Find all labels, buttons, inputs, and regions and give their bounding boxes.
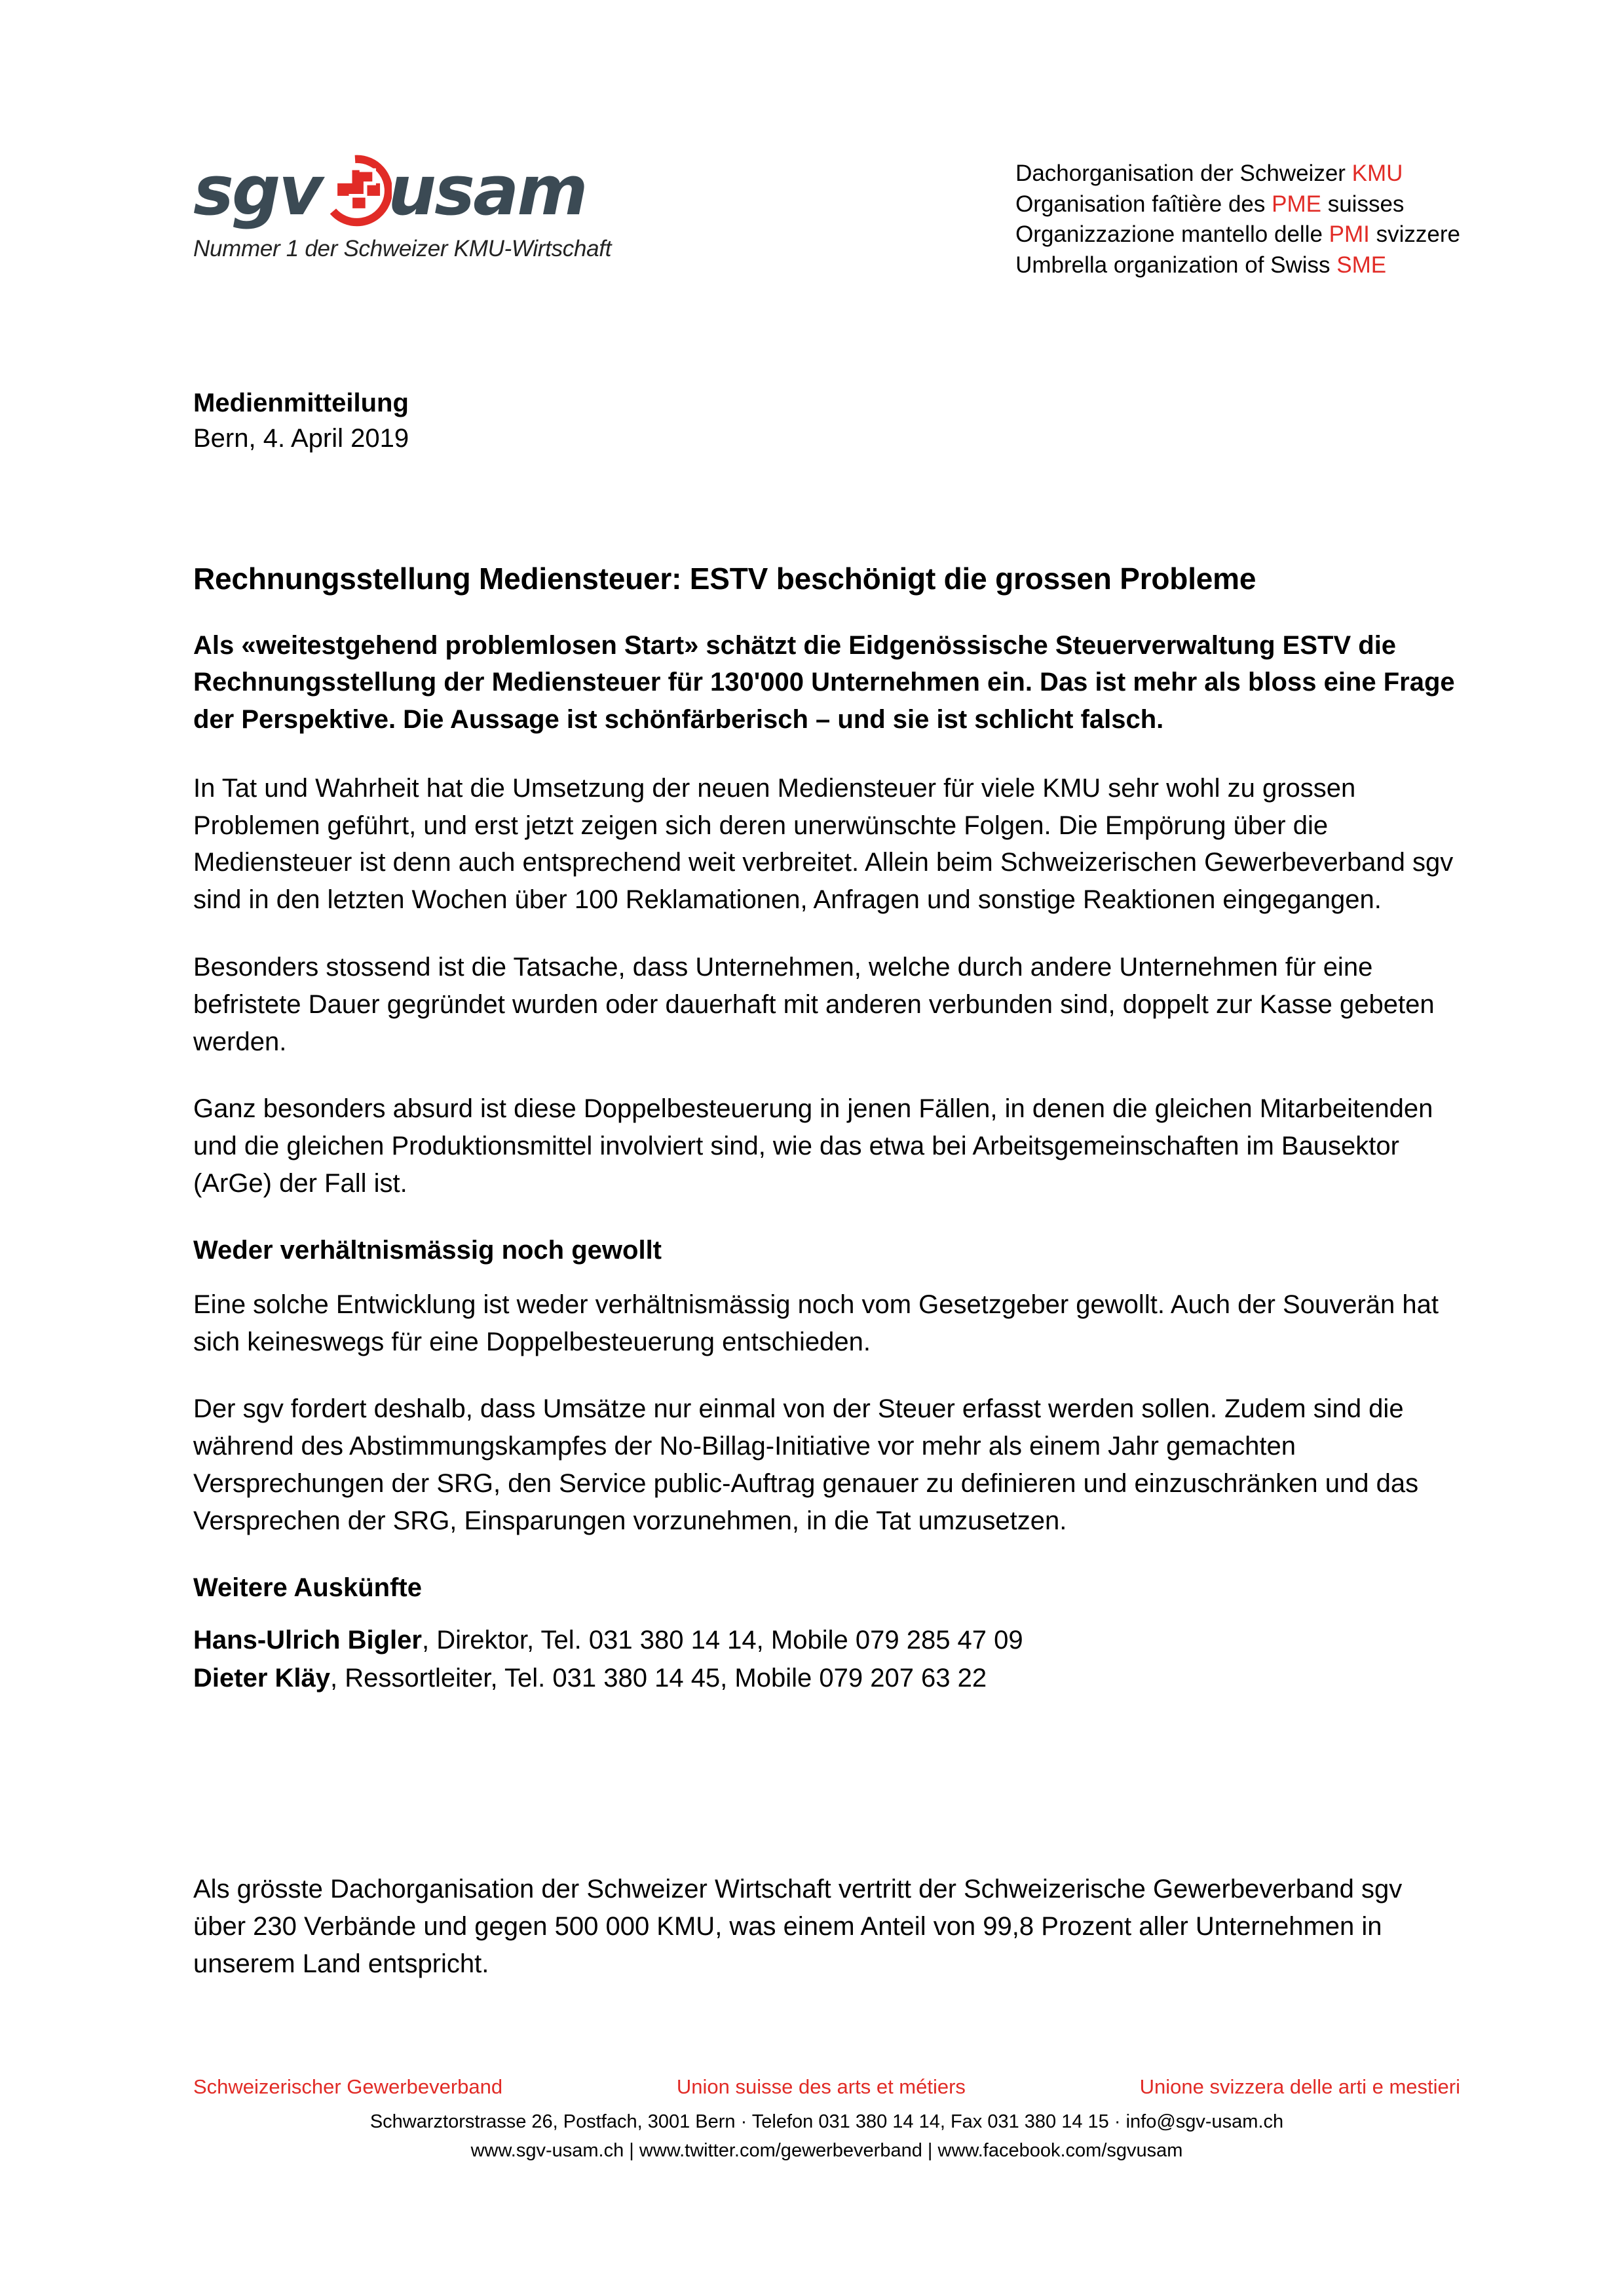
- footer-org-it: Unione svizzera delle arti e mestieri: [1139, 2075, 1460, 2098]
- contact-person-2-details: , Ressortleiter, Tel. 031 380 14 45, Mobile 079 207 63 22: [330, 1663, 987, 1693]
- document-dateline: Bern, 4. April 2019: [193, 424, 409, 453]
- sgv-usam-swiss-cross-emblem-icon: [318, 154, 392, 227]
- org-line-de-prefix: Dachorganisation der Schweizer: [1015, 161, 1352, 186]
- footer-org-fr: Union suisse des arts et métiers: [676, 2075, 966, 2098]
- org-line-fr-suffix: suisses: [1321, 191, 1405, 217]
- organization-boilerplate: Als grösste Dachorganisation der Schweizer Wirtschaft vertritt der Schweizerische Gewerbeverband sgv über 230 Verbände und gegen 500 000 KMU, was einem Anteil von 99,8 Prozent aller Unternehmen in unserem Land entspricht.: [193, 1875, 1403, 1978]
- body-paragraph-3: Ganz besonders absurd ist diese Doppelbesteuerung in jenen Fällen, in denen die gleichen Mitarbeitenden und die gleichen Produktionsmittel involviert sind, wie das etwa bei Arbeitsgemeinschaften im Bausektor (ArGe) der Fall ist.: [193, 1094, 1433, 1198]
- org-line-it-suffix: svizzere: [1369, 221, 1460, 248]
- document-meta: [193, 385, 409, 456]
- org-line-en-acronym: SME: [1336, 252, 1387, 278]
- logo-wordmark-sgv: sgv: [193, 150, 322, 231]
- organization-languages: [1015, 159, 1460, 280]
- org-line-it-acronym: PMI: [1329, 221, 1370, 248]
- org-line-it: [1015, 220, 1460, 250]
- org-line-en: [1015, 250, 1460, 281]
- org-line-fr: [1015, 189, 1460, 220]
- document-footer: [193, 2075, 1460, 2165]
- contact-person-2: [193, 1659, 1458, 1697]
- footer-organization-names: [193, 2075, 1460, 2099]
- org-line-de-acronym: KMU: [1351, 161, 1403, 186]
- footer-address: Schwarztorstrasse 26, Postfach, 3001 Bern · Telefon 031 380 14 14, Fax 031 380 14 15 · info@sgv-usam.ch: [369, 2111, 1284, 2132]
- body-paragraph-4: Eine solche Entwicklung ist weder verhältnismässig noch vom Gesetzgeber gewollt. Auch der Souverän hat sich keineswegs für eine Doppelbesteuerung entschieden.: [193, 1290, 1439, 1356]
- body-paragraph-1: In Tat und Wahrheit hat die Umsetzung der neuen Mediensteuer für viele KMU sehr wohl zu grossen Problemen geführt, und erst jetzt zeigen sich deren unerwünschte Folgen. Die Empörung über die Mediensteuer ist denn auch entsprechend weit verbreitet. Allein beim Schweizerischen Gewerbeverband sgv sind in den letzten Wochen über 100 Reklamationen, Anfragen und sonstige Reaktionen eingegangen.: [193, 773, 1454, 915]
- org-line-it-prefix: Organizzazione mantello delle: [1015, 221, 1329, 248]
- page-title: Rechnungsstellung Mediensteuer: ESTV beschönigt die grossen Probleme: [193, 562, 1256, 596]
- contact-person-2-name: Dieter Kläy: [193, 1663, 330, 1693]
- document-type: Medienmitteilung: [193, 389, 409, 417]
- body-paragraph-5: Der sgv fordert deshalb, dass Umsätze nur einmal von der Steuer erfasst werden sollen. Zudem sind die während des Abstimmungskampfes der No-Billag-Initiative vor mehr als einem Jahr gemachten Versprechungen der SRG, den Service public-Auftrag genauer zu definieren und einzuschränken und das Versprechen der SRG, Einsparungen vorzunehmen, in die Tat umzusetzen.: [193, 1394, 1419, 1535]
- lead-paragraph: Als «weitestgehend problemlosen Start» schätzt die Eidgenössische Steuerverwaltung ESTV die Rechnungsstellung der Mediensteuer für 130'000 Unternehmen ein. Das ist mehr als bloss eine Frage der Perspektive. Die Aussage ist schönfärberisch – und sie ist schlicht falsch.: [193, 630, 1455, 735]
- contact-person-1: [193, 1621, 1458, 1659]
- contact-heading: Weitere Auskünfte: [193, 1573, 422, 1602]
- logo-wordmark-usam: usam: [388, 150, 586, 231]
- footer-org-de: Schweizerischer Gewerbeverband: [193, 2075, 503, 2098]
- org-line-de: [1015, 159, 1460, 189]
- logo-tagline: Nummer 1 der Schweizer KMU-Wirtschaft: [193, 236, 612, 261]
- document-header: [193, 152, 1460, 280]
- org-line-fr-acronym: PME: [1272, 191, 1321, 217]
- org-line-en-prefix: Umbrella organization of Swiss: [1015, 252, 1337, 278]
- contact-person-1-name: Hans-Ulrich Bigler: [193, 1625, 422, 1655]
- footer-links[interactable]: www.sgv-usam.ch | www.twitter.com/gewerbeverband | www.facebook.com/sgvusam: [470, 2139, 1183, 2161]
- org-line-fr-prefix: Organisation faîtière des: [1015, 191, 1272, 217]
- contact-person-1-details: , Direktor, Tel. 031 380 14 14, Mobile 079 285 47 09: [421, 1625, 1023, 1655]
- section-subheading: Weder verhältnismässig noch gewollt: [193, 1235, 662, 1265]
- document-body: [193, 560, 1458, 1697]
- sgv-usam-logo: [193, 152, 611, 262]
- logo-mark: [193, 152, 586, 229]
- body-paragraph-2: Besonders stossend ist die Tatsache, dass Unternehmen, welche durch andere Unternehmen für eine befristete Dauer gegründet wurden oder dauerhaft mit anderen verbunden sind, doppelt zur Kasse gebeten werden.: [193, 953, 1435, 1056]
